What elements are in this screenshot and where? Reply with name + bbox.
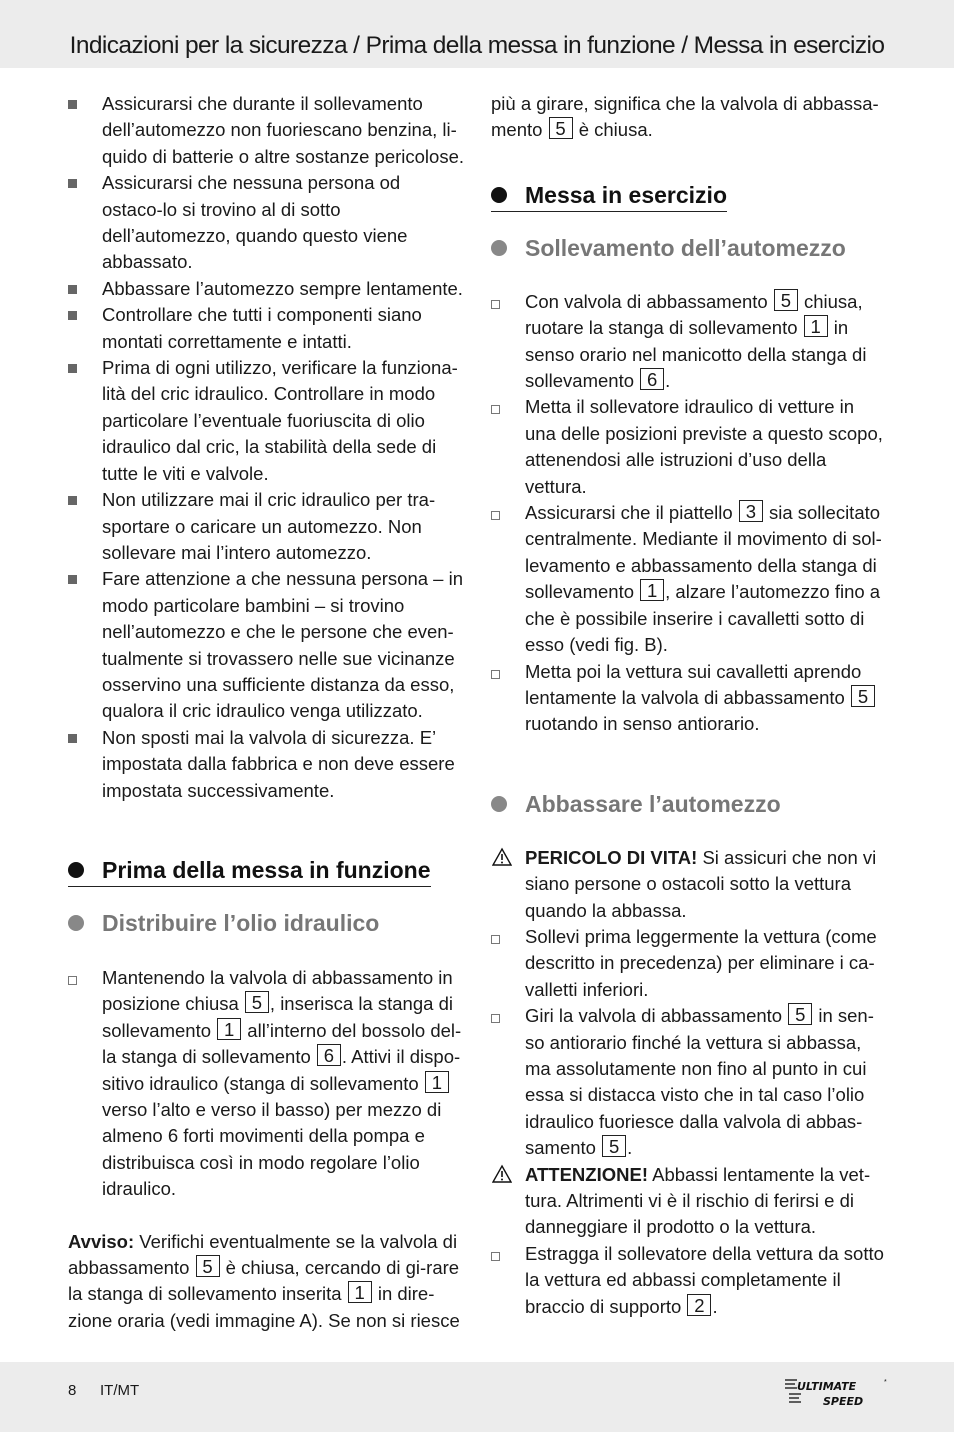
- item-text: [102, 489, 435, 563]
- lowering-steps: [491, 924, 887, 1162]
- part-number: 5: [774, 289, 798, 311]
- part-number: 5: [788, 1003, 812, 1025]
- step-box-icon: [491, 405, 500, 414]
- item-text: [525, 661, 876, 735]
- lowering-steps-final: [491, 1241, 887, 1320]
- item-text: [525, 291, 866, 391]
- note-paragraph: [68, 1229, 464, 1335]
- text-segment: Metta poi la vettura sui cavalletti aprendo lentamente la valvola di abbassamento: [525, 660, 862, 708]
- heading-text: Abbassare l’automezzo: [525, 790, 781, 817]
- part-number: 1: [640, 579, 664, 601]
- step-box-icon: [491, 670, 500, 679]
- part-number: 6: [317, 1044, 341, 1066]
- list-item: [68, 170, 464, 276]
- step-box-icon: [491, 1014, 500, 1023]
- page-title: Indicazioni per la sicurezza / Prima della messa in funzione / Messa in esercizio: [69, 32, 885, 59]
- text-segment: in senso orario nel manicotto della stanga di sollevamento: [525, 317, 867, 392]
- svg-text:*: *: [884, 1379, 887, 1386]
- part-number: 5: [549, 117, 573, 139]
- page-header: [0, 0, 954, 68]
- language-code: IT/MT: [100, 1382, 140, 1399]
- text-segment: Mantenendo la valvola di abbassamento in posizione chiusa: [102, 966, 453, 1015]
- step-text: [102, 967, 461, 1199]
- list-item: [68, 566, 464, 724]
- warning-label: ATTENZIONE!: [525, 1163, 648, 1185]
- step-item: [491, 924, 887, 1003]
- square-bullet-icon: [68, 285, 77, 294]
- page-footer: [0, 1362, 954, 1432]
- text-segment: .: [665, 370, 671, 392]
- step-item: [491, 394, 887, 500]
- logo-line1: ULTIMATE: [797, 1380, 857, 1393]
- step-box-icon: [491, 300, 500, 309]
- note-continuation: [491, 91, 887, 144]
- text-segment: chiusa, ruotare la stanga di sollevamento: [525, 290, 863, 339]
- item-text: [525, 926, 877, 1000]
- step-item: [491, 659, 887, 738]
- text-segment: Giri la valvola di abbassamento: [525, 1005, 788, 1027]
- list-item: [68, 725, 464, 804]
- text-segment: Non utilizzare mai il cric idraulico per tra-sportare o caricare un automezzo. Non sollevare mai l’intero automezzo.: [102, 489, 436, 563]
- square-bullet-icon: [68, 179, 77, 188]
- text-segment: in sen-so antiorario finché la vettura si abbassa, ma assolutamente non fino al punto in cui essa si distacca visto che in tal caso l’olio idraulico fuoriesce dalla valvola di abbas-samento: [525, 1005, 874, 1159]
- step-box-icon: [491, 511, 500, 520]
- brand-logo-icon: [783, 1374, 891, 1410]
- text-segment: Abbassare l’automezzo sempre lentamente.: [102, 277, 463, 299]
- step-item: [68, 965, 464, 1203]
- text-segment: Verifichi eventualmente se la valvola di abbassamento: [68, 1230, 458, 1279]
- text-segment: .: [712, 1295, 718, 1317]
- step-box-icon: [491, 1252, 500, 1261]
- bullet-dot-icon: [491, 240, 507, 256]
- bullet-dot-icon: [491, 187, 507, 203]
- text-segment: più a girare, significa che la valvola di abbassa-mento: [491, 93, 879, 141]
- text-segment: verso l’alto e verso il basso) per mezzo di almeno 6 forti movimenti della pompa e distribuisca così in modo regolare l’olio idraulico.: [102, 1099, 442, 1200]
- square-bullet-icon: [68, 496, 77, 505]
- item-text: [525, 1005, 874, 1158]
- item-text: [102, 172, 407, 272]
- text-segment: è chiusa, cercando di gi-rare la stanga di sollevamento inserita: [68, 1257, 460, 1305]
- page-number: 8: [68, 1382, 77, 1399]
- subsection-heading-oil: [68, 909, 464, 937]
- part-number: 5: [851, 685, 875, 707]
- text-segment: Metta il sollevatore idraulico di vetture in una delle posizioni previste a questo scopo, attenendosi alle istruzioni d’uso della vettura.: [525, 396, 883, 497]
- text-segment: , inserisca la stanga di sollevamento: [102, 993, 453, 1041]
- list-item: [68, 355, 464, 487]
- list-item: [68, 302, 464, 355]
- text-segment: Controllare che tutti i componenti siano montati correttamente e intatti.: [102, 304, 422, 352]
- safety-list: [68, 91, 464, 804]
- square-bullet-icon: [68, 311, 77, 320]
- warning-caution: [491, 1162, 887, 1241]
- list-item: [68, 91, 464, 170]
- item-text: [102, 357, 458, 484]
- part-number: 5: [602, 1135, 626, 1157]
- lifting-steps: [491, 289, 887, 738]
- item-text: [525, 396, 883, 496]
- text-segment: Sollevi prima leggermente la vettura (come descritto in precedenza) per eliminare i ca-valletti inferiori.: [525, 925, 877, 1000]
- section-heading-before-use: [68, 856, 431, 887]
- part-number: 1: [425, 1071, 449, 1093]
- item-text: [525, 1243, 884, 1317]
- right-column: [491, 91, 887, 1320]
- step-item: [491, 1241, 887, 1320]
- text-segment: sia sollecitato centralmente. Mediante il movimento di sol-levamento e abbassamento della stanga di sollevamento: [525, 502, 882, 603]
- text-segment: Prima di ogni utilizzo, verificare la funziona-lità del cric idraulico. Controllare in modo particolare l’eventuale fuoriuscita di olio idraulico dal cric, la stabilità della sede di tutte le viti e valvole.: [102, 357, 458, 484]
- text-segment: Non sposti mai la valvola di sicurezza. E’ impostata dalla fabbrica e non deve essere impostata successivamente.: [102, 726, 455, 801]
- text-segment: all’interno del bossolo del-la stanga di sollevamento: [102, 1019, 462, 1068]
- section-heading-operation: [491, 181, 727, 212]
- text-segment: Con valvola di abbassamento: [525, 290, 773, 312]
- step-box-icon: [68, 976, 77, 985]
- logo-line2: SPEED: [823, 1395, 864, 1408]
- part-number: 6: [640, 368, 664, 390]
- bullet-dot-icon: [68, 862, 84, 878]
- item-text: [102, 568, 463, 721]
- step-box-icon: [491, 935, 500, 944]
- square-bullet-icon: [68, 734, 77, 743]
- warning-danger: [491, 845, 887, 924]
- square-bullet-icon: [68, 575, 77, 584]
- text-segment: ruotando in senso antiorario.: [525, 713, 760, 735]
- item-text: [102, 278, 463, 299]
- item-text: [102, 727, 455, 801]
- item-text: [102, 93, 464, 167]
- text-segment: Abbassi lentamente la vet-tura. Altrimenti vi è il rischio di ferirsi e di danneggiare il prodotto o la vettura.: [525, 1163, 871, 1238]
- list-item: [68, 487, 464, 566]
- bullet-dot-icon: [68, 915, 84, 931]
- heading-text: Messa in esercizio: [525, 181, 727, 208]
- text-segment: Estragga il sollevatore della vettura da sotto la vettura ed abbassi completamente il braccio di supporto: [525, 1242, 884, 1317]
- step-item: [491, 500, 887, 658]
- warning-triangle-icon: [492, 1164, 512, 1184]
- text-segment: Si assicuri che non vi siano persone o ostacoli sotto la vettura quando la abbassa.: [525, 846, 877, 921]
- part-number: 2: [687, 1294, 711, 1316]
- warning-triangle-icon: [492, 847, 512, 867]
- text-segment: è chiusa.: [573, 119, 653, 141]
- text-segment: . Attivi il dispo-sitivo idraulico (stanga di sollevamento: [102, 1046, 461, 1094]
- subsection-heading-lowering: [491, 790, 887, 818]
- warning-label: PERICOLO DI VITA!: [525, 846, 698, 868]
- part-number: 1: [217, 1018, 241, 1040]
- note-label: Avviso:: [68, 1230, 135, 1252]
- list-item: [68, 276, 464, 302]
- heading-text: Sollevamento dell’automezzo: [525, 234, 846, 261]
- step-item: [491, 289, 887, 395]
- part-number: 5: [245, 991, 269, 1013]
- item-text: [102, 304, 422, 351]
- square-bullet-icon: [68, 100, 77, 109]
- text-segment: in dire-zione oraria (vedi immagine A). Se non si riesce: [68, 1283, 460, 1331]
- square-bullet-icon: [68, 364, 77, 373]
- text-segment: Assicurarsi che nessuna persona od ostaco-lo si trovino al di sotto dell’automezzo, quando questo viene abbassato.: [102, 172, 408, 273]
- item-text: [525, 502, 882, 655]
- text-segment: , alzare l’automezzo fino a che è possibile inserire i cavalletti sotto di esso (vedi fig. B).: [525, 581, 881, 656]
- part-number: 3: [739, 500, 763, 522]
- heading-text: Prima della messa in funzione: [102, 856, 431, 883]
- part-number: 5: [196, 1255, 220, 1277]
- heading-text: Distribuire l’olio idraulico: [102, 909, 380, 936]
- text-segment: Assicurarsi che il piattello: [525, 502, 738, 524]
- step-item: [491, 1003, 887, 1161]
- left-column: [68, 91, 464, 1334]
- part-number: 1: [804, 315, 828, 337]
- subsection-heading-lifting: [491, 234, 887, 262]
- text-segment: .: [627, 1137, 633, 1159]
- text-segment: Fare attenzione a che nessuna persona – in modo particolare bambini – si trovino nell’automezzo e che le persone che even-tualmente si trovassero nelle sue vicinanze osservino una sufficiente distanza da esso, qualora il cric idraulico venga utilizzato.: [102, 568, 463, 722]
- text-segment: Assicurarsi che durante il sollevamento dell’automezzo non fuoriescano benzina, li-quido di batterie o altre sostanze pericolose.: [102, 93, 464, 167]
- bullet-dot-icon: [491, 796, 507, 812]
- part-number: 1: [348, 1281, 372, 1303]
